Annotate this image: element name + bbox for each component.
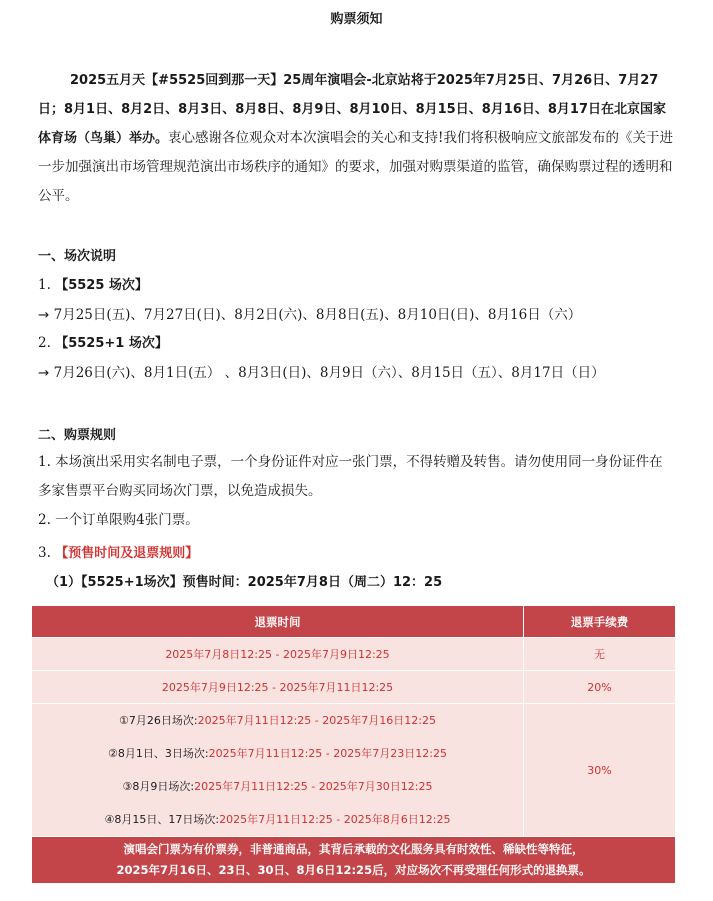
intro-normal-text: 衷心感谢各位观众对本次演唱会的关心和支持!我们将积极响应文旅部发布的《关于进一步加强演出市场管理规范演出市场秩序的通知》的要求，加强对购票渠道的监管，确保购票过程的透明和公平。 xyxy=(38,130,673,204)
row1-fee: 无 xyxy=(524,638,676,671)
intro-paragraph xyxy=(38,66,674,211)
footer-line-1: 演唱会门票为有价票券，非普通商品，其背后承载的文化服务具有时效性、稀缺性等特征， xyxy=(123,842,584,856)
header-refund-fee: 退票手续费 xyxy=(524,606,676,638)
item1-label: 【5525 场次】 xyxy=(55,278,148,293)
sub-row-4: ④8月15日、17日场次:2025年7月11日12:25 - 2025年8月6日12:25 xyxy=(104,813,451,826)
schedule-item-2 xyxy=(38,332,168,351)
row2-time: 2025年7月9日12:25 - 2025年7月11日12:25 xyxy=(32,671,524,704)
header-refund-time: 退票时间 xyxy=(32,606,524,638)
row3-fee: 30% xyxy=(524,704,676,837)
schedule-dates-2 xyxy=(38,361,605,381)
item2-number: 2. xyxy=(38,335,51,351)
table-footer-row xyxy=(32,837,676,884)
footer-line-2: 2025年7月16日、23日、30日、8月6日12:25后，对应场次不再受理任何形式的退换票。 xyxy=(116,863,591,877)
item1-number: 1. xyxy=(38,277,51,293)
schedule-item-1 xyxy=(38,274,148,293)
arrow-icon: → xyxy=(38,365,50,381)
table-row xyxy=(32,638,676,671)
table-row xyxy=(32,671,676,704)
rule-1: 1. 本场演出采用实名制电子票，一个身份证件对应一张门票，不得转赠及转售。请勿使用同一身份证件在多家售票平台购买同场次门票，以免造成损失。 xyxy=(38,454,663,499)
sub-row-1: ①7月26日场次:2025年7月11日12:25 - 2025年7月16日12:25 xyxy=(119,714,436,727)
presale-prefix: （1）【5525+1场次】预售时间： xyxy=(46,575,248,590)
item1-dates: 7月25日(五)、7月27日(日)、8月2日(六)、8月8日(五)、8月10日(日)、8月16日（六） xyxy=(53,307,582,323)
arrow-icon: → xyxy=(38,307,50,323)
schedule-dates-1 xyxy=(38,303,581,323)
row3-times xyxy=(32,704,524,837)
rule-2: 2. 一个订单限购4张门票。 xyxy=(38,512,199,528)
page-title: 购票须知 xyxy=(330,12,383,27)
presale-line xyxy=(46,571,442,590)
refund-table xyxy=(31,605,676,884)
sub-row-2: ②8月1日、3日场次:2025年7月11日12:25 - 2025年7月23日12:25 xyxy=(108,747,447,760)
section2-heading: 二、购票规则 xyxy=(38,428,117,443)
row1-time: 2025年7月8日12:25 - 2025年7月9日12:25 xyxy=(32,638,524,671)
rule3-number: 3. xyxy=(38,545,51,561)
section1-heading: 一、场次说明 xyxy=(38,249,117,264)
item2-dates: 7月26日(六)、8月1日(五） 、8月3日(日)、8月9日（六）、8月15日（五）、8月17日（日） xyxy=(53,365,605,381)
rule3-label: 【预售时间及退票规则】 xyxy=(55,546,199,561)
table-row xyxy=(32,704,676,837)
sub-row-3: ③8月9日场次:2025年7月11日12:25 - 2025年7月30日12:25 xyxy=(122,780,433,793)
rule-3 xyxy=(38,542,198,561)
presale-time: 2025年7月8日（周二）12：25 xyxy=(247,575,443,590)
table-footer xyxy=(32,837,676,884)
intro-bold-text: 2025五月天【#5525回到那一天】25周年演唱会-北京站将于2025年7月25日、7月26日、7月27日；8月1日、8月2日、8月3日、8月8日、8月9日、8月10日、8月15日、8月16日、8月17日在北京国家体育场（鸟巢）举办。 xyxy=(38,73,666,146)
row2-fee: 20% xyxy=(524,671,676,704)
item2-label: 【5525+1 场次】 xyxy=(55,336,168,351)
